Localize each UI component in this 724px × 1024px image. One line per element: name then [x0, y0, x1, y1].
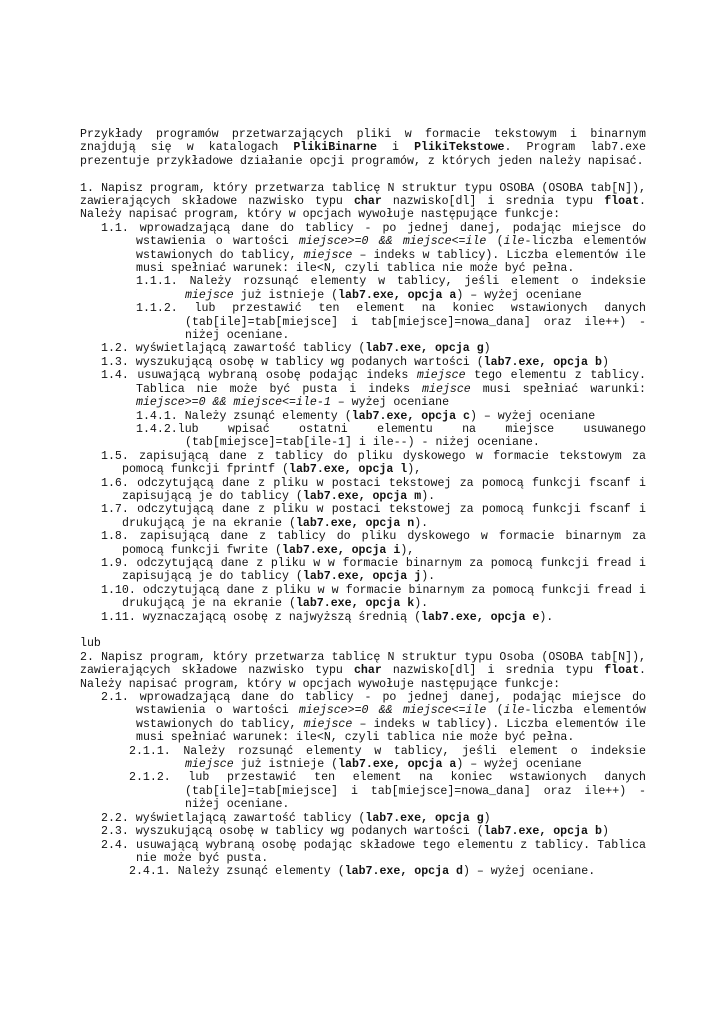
task1-item-1-3: 1.3. wyszukującą osobę w tablicy wg podanych wartości (lab7.exe, opcja b) — [101, 355, 609, 369]
task2-item-2-4-1: 2.4.1. Należy zsunąć elementy (lab7.exe, opcja d) – wyżej oceniane. — [129, 865, 596, 879]
document-body — [80, 128, 646, 879]
task2-item-2-1-2: 2.1.2. lub przestawić ten element na koniec wstawionych danych (tab[ile]=tab[miejsce] i tab[miejsce]=nowa_dana] oraz ile++) - niżej oceniane. — [129, 771, 646, 812]
task2-item-2-3: 2.3. wyszukującą osobę w tablicy wg podanych wartości (lab7.exe, opcja b) — [101, 825, 609, 839]
task1-item-1-1: 1.1. wprowadzającą dane do tablicy - po jednej danej, podając miejsce do wstawienia o wartości miejsce>=0 && miejsce<=ile (ile-liczba elementów wstawionych do tablicy, miejsce – indeks w tablicy). Liczba elementów ile musi spełniać warunek: ile<N, czyli tablica nie może być pełna. — [101, 221, 646, 276]
task2-item-2-1-1: 2.1.1. Należy rozsunąć elementy w tablicy, jeśli element o indeksie miejsce już istnieje (lab7.exe, opcja a) – wyżej oceniane — [129, 744, 646, 772]
task1-item-1-4-1: 1.4.1. Należy zsunąć elementy (lab7.exe, opcja c) – wyżej oceniane — [136, 409, 596, 423]
spacer — [80, 624, 646, 637]
task1-item-1-1-2: 1.1.2. lub przestawić ten element na koniec wstawionych danych (tab[ile]=tab[miejsce] i tab[miejsce]=nowa_dana] oraz ile++) - niżej oceniane. — [136, 302, 646, 343]
task1-lead: 1. Napisz program, który przetwarza tablicę N struktur typu OSOBA (OSOBA tab[N]), zawierających składowe nazwisko typu char nazwisko[dl] i srednia typu float. Należy napisać program, który w opcjach wywołuje następujące funkcje: — [80, 181, 646, 222]
task1-item-1-11: 1.11. wyznaczającą osobę z najwyższą średnią (lab7.exe, opcja e). — [101, 610, 554, 624]
task1-item-1-5: 1.5. zapisującą dane z tablicy do pliku dyskowego w formacie tekstowym za pomocą funkcji fprintf (lab7.exe, opcja l), — [101, 449, 646, 477]
task1-item-1-7: 1.7. odczytującą dane z pliku w postaci tekstowej za pomocą funkcji fscanf i drukującą je na ekranie (lab7.exe, opcja n). — [101, 503, 646, 530]
task1-item-1-10: 1.10. odczytującą dane z pliku w w formacie binarnym za pomocą funkcji fread i drukującą je na ekranie (lab7.exe, opcja k). — [101, 583, 646, 611]
task1-item-1-1-1: 1.1.1. Należy rozsunąć elementy w tablicy, jeśli element o indeksie miejsce już istnieje (lab7.exe, opcja a) – wyżej oceniane — [136, 275, 646, 302]
task1-item-1-6: 1.6. odczytującą dane z pliku w postaci tekstowej za pomocą funkcji fscanf i zapisującą je do tablicy (lab7.exe, opcja m). — [101, 476, 646, 503]
task1-item-1-4: 1.4. usuwającą wybraną osobę podając indeks miejsce tego elementu z tablicy. Tablica nie może być pusta i indeks miejsce musi spełniać warunki: miejsce>=0 && miejsce<=ile-1 – wyżej oceniane — [101, 369, 647, 410]
task2-item-2-4: 2.4. usuwającą wybraną osobę podając składowe tego elementu z tablicy. Tablica nie może być pusta. — [101, 838, 646, 865]
task1-item-1-9: 1.9. odczytującą dane z pliku w w formacie binarnym za pomocą funkcji fread i zapisującą je do tablicy (lab7.exe, opcja j). — [101, 556, 646, 584]
task2-item-2-2: 2.2. wyświetlającą zawartość tablicy (lab7.exe, opcja g) — [101, 811, 491, 825]
task1-item-1-8: 1.8. zapisującą dane z tablicy do pliku dyskowego w formacie binarnym za pomocą funkcji fwrite (lab7.exe, opcja i), — [101, 530, 646, 557]
task2-lead: 2. Napisz program, który przetwarza tablicę N struktur typu Osoba (OSOBA tab[N]), zawierających składowe nazwisko typu char nazwisko[dl] i srednia typu float. Należy napisać program, który w opcjach wywołuje następujące funkcje: — [80, 650, 646, 691]
task1-item-1-2: 1.2. wyświetlającą zawartość tablicy (lab7.exe, opcja g) — [101, 342, 491, 356]
task2-item-2-1: 2.1. wprowadzającą dane do tablicy - po jednej danej, podając miejsce do wstawienia o wartości miejsce>=0 && miejsce<=ile (ile-liczba elementów wstawionych do tablicy, miejsce – indeks w tablicy). Liczba elementów ile musi spełniać warunek: ile<N, czyli tablica nie może być pełna. — [101, 691, 646, 745]
task1-item-1-4-2: 1.4.2.lub wpisać ostatni elementu na miejsce usuwanego (tab[miejsce]=tab[ile-1] i ile--) - niżej oceniane. — [136, 422, 646, 450]
spacer — [80, 168, 646, 181]
lub-separator: lub — [80, 637, 101, 651]
intro-paragraph: Przykłady programów przetwarzających pliki w formacie tekstowym i binarnym znajdują się w katalogach PlikiBinarne i PlikiTekstowe. Program lab7.exe prezentuje przykładowe działanie opcji programów, z których jeden należy napisać. — [80, 128, 647, 168]
